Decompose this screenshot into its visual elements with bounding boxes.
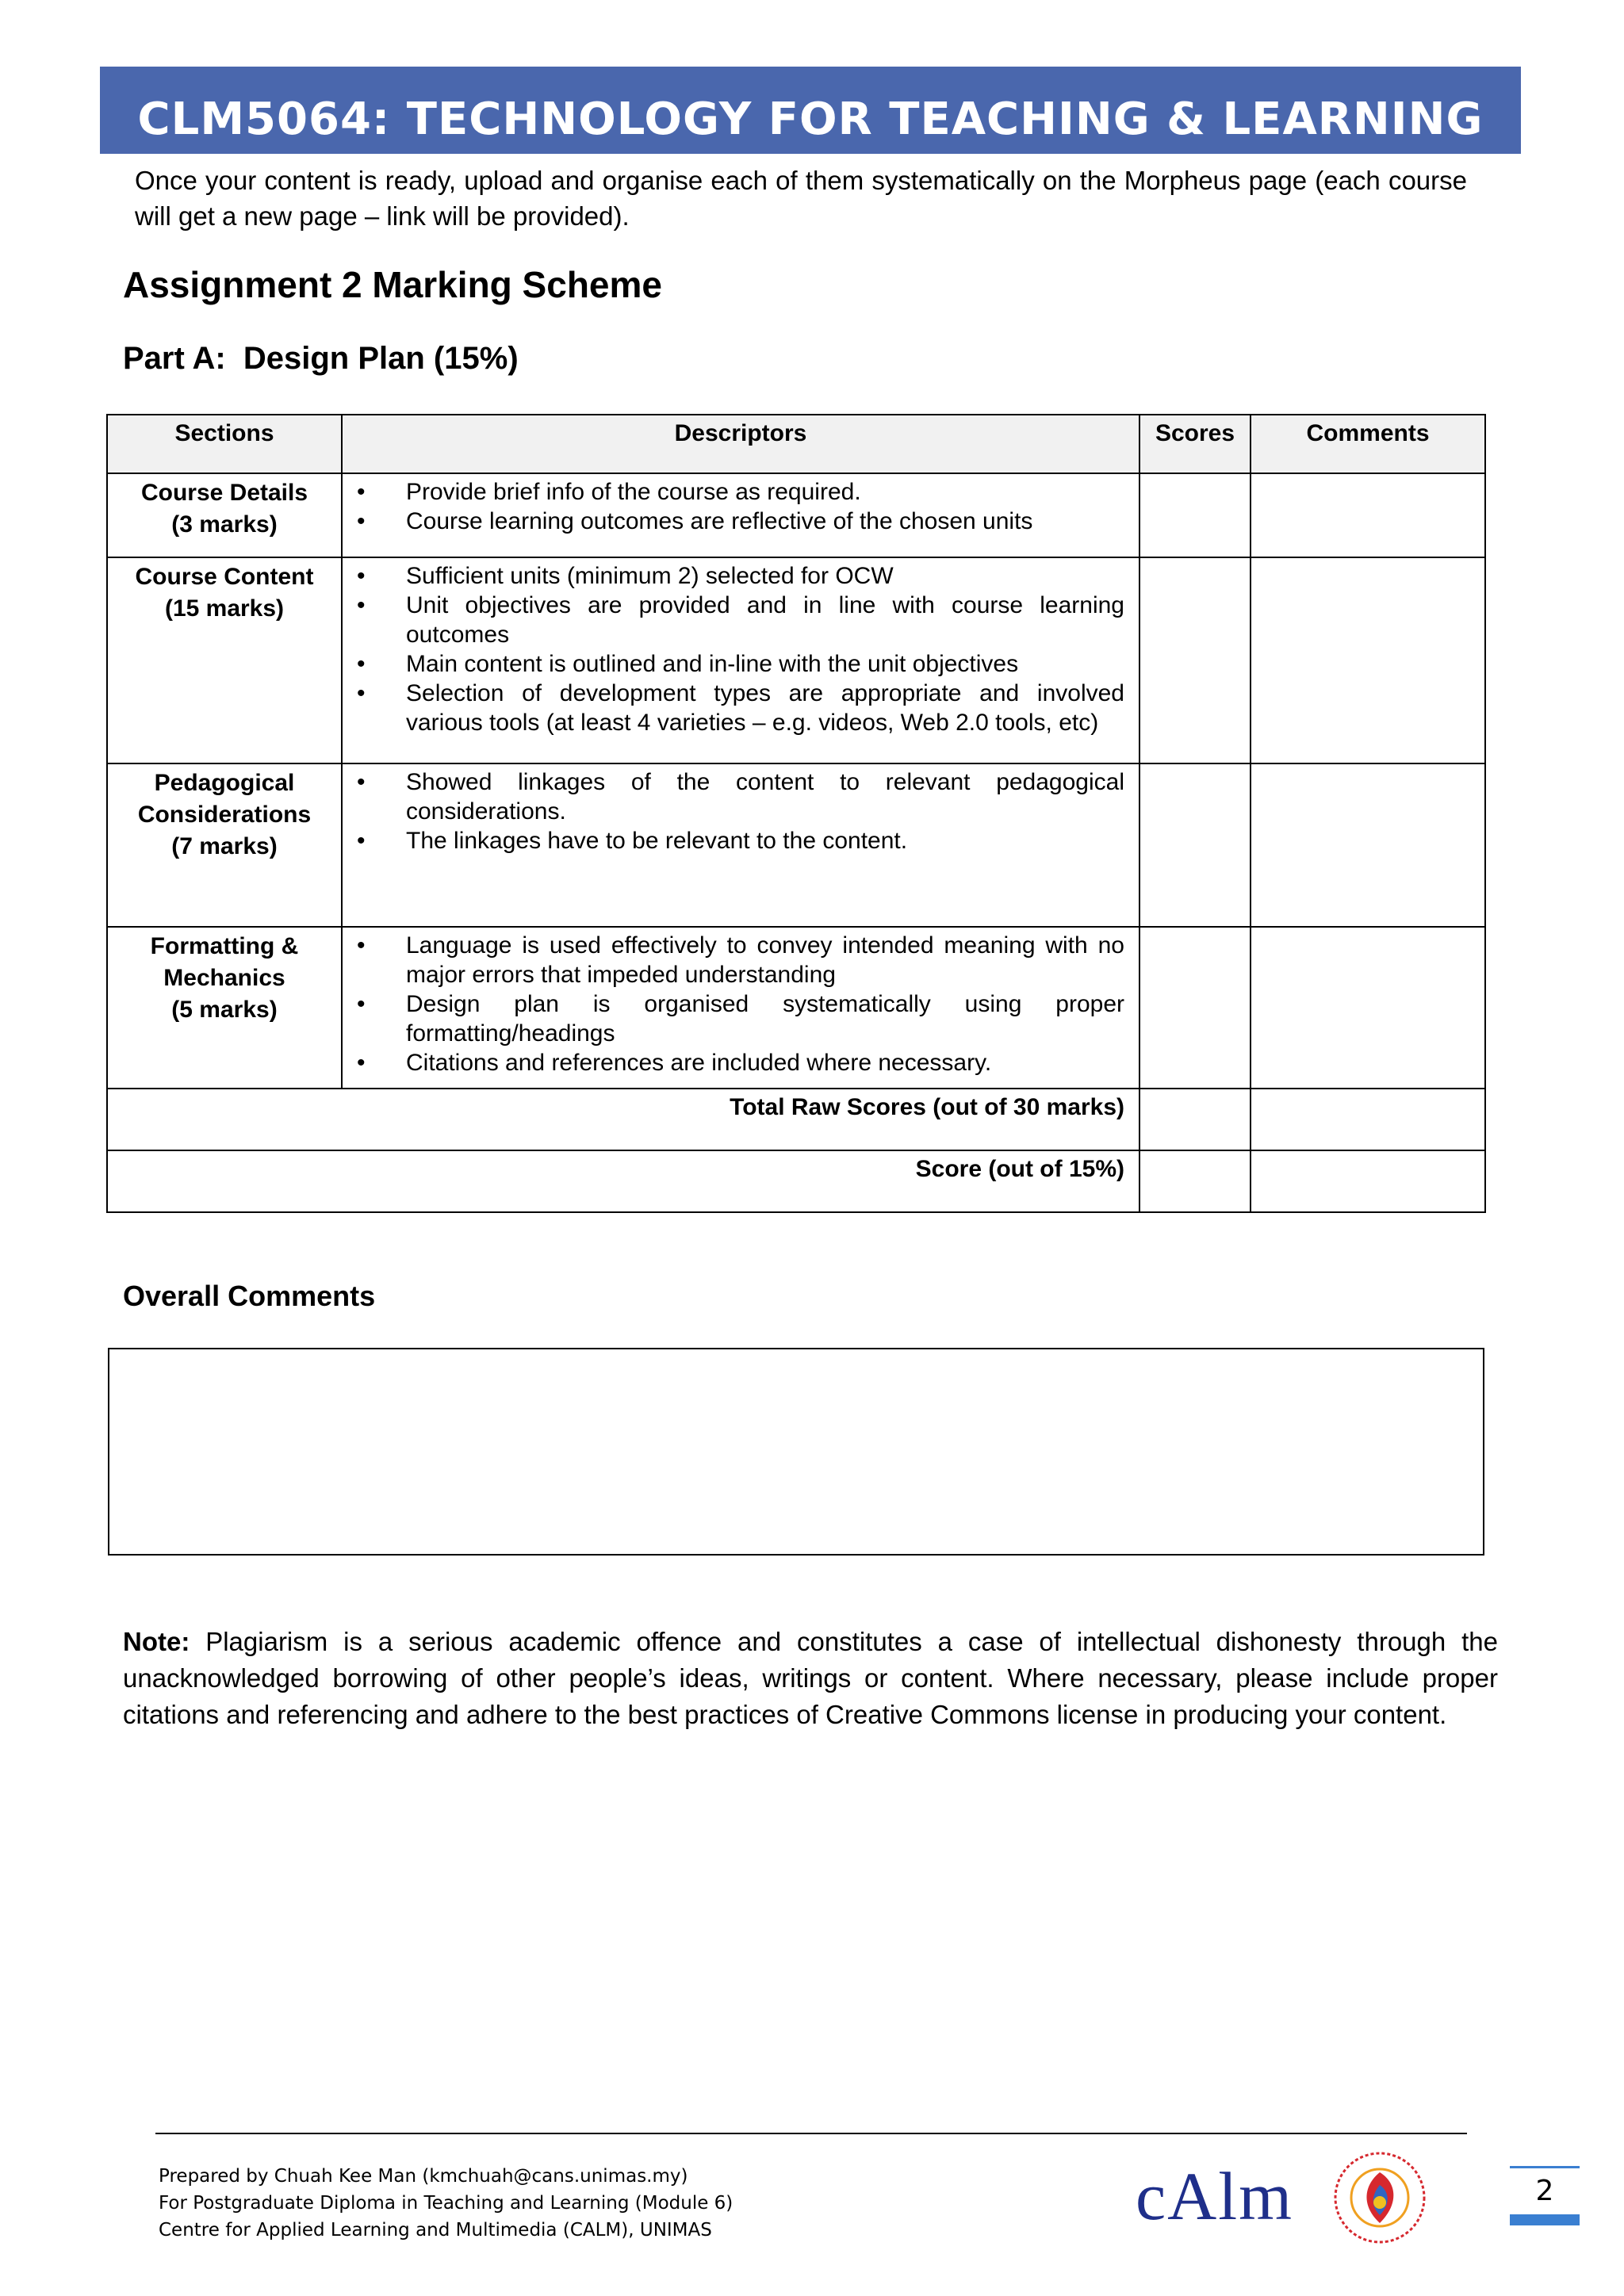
section-cell — [107, 473, 342, 557]
overall-comments-box[interactable] — [108, 1348, 1484, 1556]
descriptor-cell — [342, 557, 1139, 763]
intro-paragraph: Once your content is ready, upload and organise each of them systematically on the Morpheus page (each course will get a new page – link will be provided). — [135, 166, 1467, 231]
comment-cell[interactable] — [1251, 763, 1485, 927]
course-title: CLM5064: TECHNOLOGY FOR TEACHING & LEARNING — [137, 93, 1484, 145]
table-row — [107, 557, 1485, 763]
section-name: Course Content — [135, 564, 314, 590]
section-marks: (3 marks) — [171, 511, 278, 538]
descriptor-item: • Selection of development types are appropriate and involved various tools (at least 4 varieties – e.g. videos, Web 2.0 tools, etc) — [406, 679, 1124, 737]
total-score-cell[interactable] — [1139, 1089, 1251, 1150]
section-cell — [107, 927, 342, 1089]
descriptor-item: • Unit objectives are provided and in line with course learning outcomes — [406, 591, 1124, 649]
section-marks: (5 marks) — [171, 997, 278, 1023]
descriptor-item: • Showed linkages of the content to relevant pedagogical considerations. — [406, 767, 1124, 826]
footer-line: For Postgraduate Diploma in Teaching and Learning (Module 6) — [159, 2193, 733, 2214]
table-header-row — [107, 415, 1485, 473]
document-header — [100, 67, 1521, 154]
final-score-cell[interactable] — [1139, 1150, 1251, 1212]
descriptor-cell — [342, 927, 1139, 1089]
comment-cell[interactable] — [1251, 473, 1485, 557]
footer-line: Centre for Applied Learning and Multimedia (CALM), UNIMAS — [159, 2220, 712, 2241]
column-header: Sections — [107, 415, 342, 473]
total-raw-score-label: Total Raw Scores (out of 30 marks) — [107, 1089, 1139, 1150]
descriptor-item: • Course learning outcomes are reflective of the chosen units — [406, 507, 1124, 536]
section-name: Course Details — [140, 480, 308, 506]
column-header: Descriptors — [342, 415, 1139, 473]
overall-comments-heading: Overall Comments — [123, 1280, 376, 1312]
calm-logo-text: cAlm — [1136, 2158, 1294, 2234]
section-name: Formatting & — [150, 933, 299, 959]
descriptor-item: • Main content is outlined and in-line with the unit objectives — [406, 649, 1124, 679]
descriptor-item: • Sufficient units (minimum 2) selected for OCW — [406, 561, 1124, 591]
table-row — [107, 763, 1485, 927]
descriptor-item: • Citations and references are included where necessary. — [406, 1048, 1124, 1077]
score-cell[interactable] — [1139, 557, 1251, 763]
score-cell[interactable] — [1139, 763, 1251, 927]
column-header: Comments — [1251, 415, 1485, 473]
note-label: Note: — [123, 1627, 190, 1656]
total-row — [107, 1089, 1485, 1150]
descriptor-item: • The linkages have to be relevant to the content. — [406, 826, 1124, 855]
table-row — [107, 473, 1485, 557]
footer-credits — [159, 2163, 733, 2244]
descriptor-cell — [342, 763, 1139, 927]
page-title: Assignment 2 Marking Scheme — [123, 264, 662, 305]
final-score-label: Score (out of 15%) — [107, 1150, 1139, 1212]
section-name: Considerations — [137, 802, 312, 828]
page-number: 2 — [1510, 2166, 1580, 2225]
unimas-seal-icon — [1332, 2150, 1427, 2245]
score-cell[interactable] — [1139, 927, 1251, 1089]
section-marks: (15 marks) — [164, 595, 285, 622]
comment-cell[interactable] — [1251, 927, 1485, 1089]
footer-line: Prepared by Chuah Kee Man (kmchuah@cans.unimas.my) — [159, 2166, 688, 2187]
descriptor-item: • Language is used effectively to convey intended meaning with no major errors that impeded understanding — [406, 931, 1124, 989]
column-header: Scores — [1139, 415, 1251, 473]
note-paragraph — [123, 1624, 1498, 1733]
descriptor-item: • Design plan is organised systematically using proper formatting/headings — [406, 989, 1124, 1048]
calm-logo — [1136, 2156, 1293, 2236]
table-row — [107, 927, 1485, 1089]
descriptor-cell — [342, 473, 1139, 557]
footer-divider — [155, 2133, 1467, 2134]
total-comment-cell[interactable] — [1251, 1089, 1485, 1150]
section-marks: (7 marks) — [171, 833, 278, 859]
score-cell[interactable] — [1139, 473, 1251, 557]
part-heading: Part A: Design Plan (15%) — [123, 341, 519, 376]
section-name: Mechanics — [163, 965, 285, 991]
section-cell — [107, 763, 342, 927]
note-text: Plagiarism is a serious academic offence and constitutes a case of intellectual dishonesty through the unacknowledged borrowing of other people’s ideas, writings or content. Where necessary, please include proper citations and referencing and adhere to the best practices of Creative Commons license in producing your content. — [123, 1627, 1498, 1729]
marking-scheme-table — [106, 414, 1486, 1213]
comment-cell[interactable] — [1251, 557, 1485, 763]
section-cell — [107, 557, 342, 763]
final-comment-cell[interactable] — [1251, 1150, 1485, 1212]
section-name: Pedagogical — [154, 770, 295, 796]
score-row — [107, 1150, 1485, 1212]
descriptor-item: • Provide brief info of the course as required. — [406, 477, 1124, 507]
